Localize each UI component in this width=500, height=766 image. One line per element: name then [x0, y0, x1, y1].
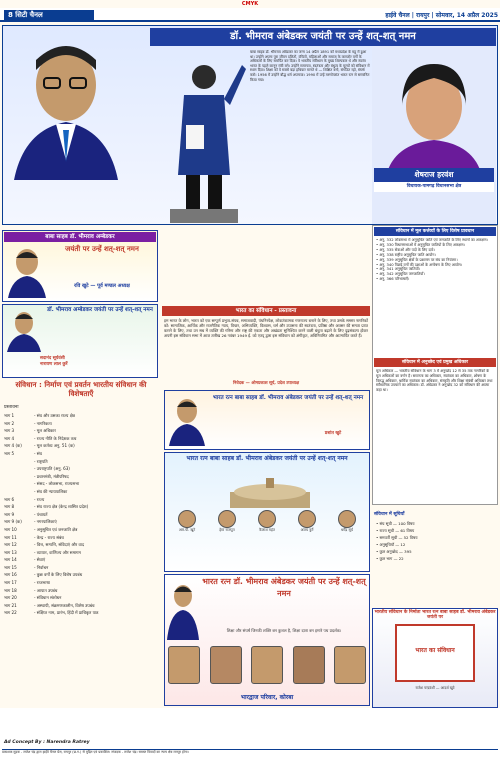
feature-part: भाग 10	[4, 526, 17, 532]
feature-text: - कुछ वर्गों के लिए विशेष उपबंध	[34, 572, 83, 578]
tribute-ad-5-sub: शिक्षा और संघर्ष जिनकी शक्ति बन कुशल है, शिक्षा दाता बन हमारे पथ प्रदर्शक।	[226, 628, 342, 633]
candidate-name: आर.पी. खुटे	[178, 528, 196, 532]
feature-part: भाग 5	[4, 450, 15, 456]
tribute-ad-3-name: प्रशांत खुटे	[324, 431, 342, 436]
achievement-item: • अनु. 339 अनुसूचित क्षेत्रों के प्रशासन पर संघ का नियंत्रण।	[376, 257, 458, 262]
candidate-card	[288, 510, 326, 538]
ambedkar-statue	[160, 55, 248, 225]
feature-text: - उपराष्ट्रपति (अनु. 63)	[34, 466, 70, 472]
achievements-title: संविधान में मूल कर्त्तव्यों के लिए विशेष प्रावधान	[374, 227, 496, 236]
feature-row	[4, 442, 162, 450]
feature-text: - संघ की न्यायपालिका	[34, 488, 68, 494]
feature-row	[4, 609, 162, 617]
feature-part: भाग 13	[4, 549, 17, 555]
feature-row	[4, 602, 162, 610]
candidate-card	[328, 510, 366, 538]
member-photo	[293, 646, 325, 684]
feature-text: - मूल कर्तव्य अनु. 51 (क)	[34, 443, 75, 449]
feature-part: भाग 2	[4, 420, 15, 426]
candidate-name: कैलाश महंत	[259, 528, 275, 532]
features-subtitle: प्रस्तावना	[4, 405, 19, 410]
features-list	[4, 412, 162, 708]
ambedkar-portrait	[4, 30, 124, 180]
tribute-ad-1-sub: जयंती पर उन्हें शत्-शत् नमन	[65, 245, 139, 253]
feature-text: - राजभाषा	[34, 580, 50, 586]
tribute-ad-2-name-1: सदानंद सूर्यवंशी	[40, 356, 65, 361]
feature-row	[4, 587, 162, 595]
feature-part: भाग 16	[4, 572, 17, 578]
feature-text: - मूल अधिकार	[34, 428, 56, 434]
feature-row	[4, 579, 162, 587]
feature-part: भाग 18	[4, 587, 17, 593]
print-line: प्रकाशक मुद्रक - राजेश चंद्र द्वारा हाईवे चैनल प्रेस, रायपुर (छ.ग.) से मुद्रित एवं प्रकाशित। संपादक - राजेश चंद्र। समस्त विवादों का न्याय क्षेत्र रायपुर होगा।	[2, 749, 498, 759]
feature-row	[4, 458, 162, 466]
tribute-ad-1-name: रवि खुटे — पूर्व मण्डल अध्यक्ष	[74, 283, 130, 289]
feature-part	[4, 488, 34, 496]
candidate-card	[248, 510, 286, 538]
achievement-item: • अनु. 366 परिभाषाएँ।	[376, 277, 410, 282]
masthead-right: हाईवे चैनल | रायपुर | सोमवार, 14 अप्रैल 2025	[385, 12, 498, 19]
feature-part: भाग 4	[4, 435, 15, 441]
achievement-item: • अनु. 340 पिछड़े वर्गों की दशाओं के अन्वेषण के लिए आयोग।	[376, 262, 463, 267]
feature-part	[4, 480, 34, 488]
tribute-ad-4-title: भारत रत्न बाबा साहब डॉ. भीमराव अंबेडकर जयंती पर उन्हें शत्-शत् नमन	[186, 455, 348, 462]
constitution-book	[395, 624, 475, 682]
list-item: • संघ सूची — 100 विषय	[376, 521, 415, 526]
feature-text: - पंचायतें	[34, 511, 48, 517]
member-photo	[251, 646, 283, 684]
member-photo	[334, 646, 366, 684]
rights-title: संविधान में अनुच्छेद एवं प्रमुख अधिकार	[374, 358, 496, 367]
candidate-photo	[178, 510, 196, 528]
preamble-footer: निवेदक — ओमप्रकाश सूर्य, प्रदेश उपाध्यक्ष	[232, 380, 300, 385]
feature-part: भाग 20	[4, 595, 17, 601]
member-photo	[210, 646, 242, 684]
feature-row	[4, 496, 162, 504]
hero-body: बाबा साहब डॉ. भीमराव अंबेडकर का जन्म 14 अप्रैल 1891 को मध्यप्रदेश के महू में हुआ था। उन्होंने अपना पूरा जीवन दलितों, वंचितों, महिलाओं और समाज के कमजोर वर्गों के अधिकारों के लिए समर्पित कर दिया। वे भारतीय संविधान के मुख्य शिल्पकार थे और स्वतंत्र भारत के पहले कानून मंत्री बने। उन्होंने समानता, स्वतंत्रता और बंधुत्व के मूल्यों को संविधान में स्थान दिया। शिक्षा को वे सबसे बड़ा हथियार मानते थे — शिक्षित बनो, संगठित रहो, संघर्ष करो। 1956 में उन्होंने बौद्ध धर्म अपनाया। 1990 में उन्हें मरणोपरांत भारत रत्न से सम्मानित किया गया।	[250, 50, 370, 82]
feature-text: - संघ राज्य क्षेत्र (केन्द्र शासित प्रदेश)	[34, 504, 89, 510]
feature-text: - अस्थायी, संक्रमणकालीन, विशेष उपबंध	[34, 602, 95, 608]
candidate-photo	[258, 510, 276, 528]
lists-items	[376, 520, 494, 604]
feature-text: - राज्य	[34, 496, 45, 502]
achievement-item: • अनु. 338 राष्ट्रीय अनुसूचित जाति आयोग।	[376, 252, 436, 257]
feature-row	[4, 556, 162, 564]
feature-row	[4, 571, 162, 579]
lists-title: संविधान में सूचियाँ	[374, 512, 405, 517]
feature-row	[4, 503, 162, 511]
feature-part: भाग 22	[4, 610, 17, 616]
rights-body: मूल अधिकार — भारतीय संविधान के भाग 3 में अनुच्छेद 12 से 35 तक नागरिकों के मूल अधिकारों का वर्णन है। समानता का अधिकार, स्वतंत्रता का अधिकार, शोषण के विरुद्ध अधिकार, धार्मिक स्वतंत्रता का अधिकार, संस्कृति और शिक्षा संबंधी अधिकार तथा संवैधानिक उपचारों का अधिकार। डॉ. अंबेडकर ने अनुच्छेद 32 को संविधान की आत्मा कहा था।	[376, 369, 493, 393]
candidate-photo	[218, 510, 236, 528]
ambedkar-portrait-small-3	[168, 394, 206, 446]
candidates-grid	[168, 510, 366, 570]
city: रायपुर	[416, 12, 430, 19]
tribute-ad-5-title: भारत रत्न डॉ. भीमराव अंबेडकर जयंती पर उन्हें शत्-शत् नमन	[202, 577, 366, 598]
candidate-card	[168, 510, 206, 538]
preamble-body: हम भारत के लोग, भारत को एक सम्पूर्ण प्रभुत्व-संपन्न, समाजवादी, पंथनिरपेक्ष, लोकतंत्रात्मक गणराज्य बनाने के लिए, तथा उसके समस्त नागरिकों को: सामाजिक, आर्थिक और राजनैतिक न्याय, विचार, अभिव्यक्ति, विश्वास, धर्म और उपासना की स्वतंत्रता, प्रतिष्ठा और अवसर की समता प्राप्त कराने के लिए, तथा उन सब में व्यक्ति की गरिमा और राष्ट्र की एकता और अखंडता सुनिश्चित करने वाली बंधुता बढ़ाने के लिए दृढ़संकल्प होकर अपनी इस संविधान सभा में आज तारीख 26 नवंबर 1949 ई. को एतद् द्वारा इस संविधान को अंगीकृत, अधिनियमित और आत्मार्पित करते हैं।	[164, 318, 368, 338]
feature-row	[4, 526, 162, 534]
feature-part: भाग 21	[4, 602, 17, 608]
tribute-ad-2-name-2: नारायण लाल कुर्रे	[40, 362, 68, 367]
feature-part: भाग 1	[4, 413, 15, 418]
feature-text: - निर्वाचन	[34, 564, 49, 570]
feature-row	[4, 427, 162, 435]
feature-text: - संघ और उसका राज्य क्षेत्र	[34, 413, 75, 418]
tribute-ad-5-footer: भारद्वाज परिवार, कोरबा	[240, 694, 294, 701]
ambedkar-portrait-small-2	[6, 308, 42, 352]
date: सोमवार, 14 अप्रैल 2025	[435, 12, 498, 19]
feature-text: - आपात उपबंध	[34, 587, 58, 593]
candidate-name: धर्मेंद्र सूर्य	[341, 528, 353, 532]
tribute-ad-3-title: भारत रत्न बाबा साहब डॉ. भीमराव अंबेडकर जयंती पर उन्हें शत्-शत् नमन	[212, 395, 364, 401]
features-title: संविधान : निर्माण एवं प्रवर्तन भारतीय संविधान की विशेषताएँ	[15, 380, 147, 398]
cmyk-mark: CMYK	[241, 1, 259, 7]
feature-part	[4, 458, 34, 466]
feature-text: - व्यापार, वाणिज्य और समागम	[34, 549, 81, 555]
feature-row	[4, 412, 162, 420]
feature-text: - राष्ट्रपति	[34, 458, 48, 464]
hero-title: डॉ. भीमराव अंबेडकर जयंती पर उन्हें शत्-शत् नमन	[150, 28, 496, 46]
ambedkar-portrait-small-4	[166, 578, 200, 640]
achievement-item: • अनु. 335 सेवाओं और पदों के लिए दावे।	[376, 247, 435, 252]
feature-part: भाग 11	[4, 534, 17, 540]
feature-part: भाग 3	[4, 428, 15, 434]
feature-row	[4, 549, 162, 557]
feature-text: - अनुसूचित एवं जनजाति क्षेत्र	[34, 526, 78, 532]
tribute-ad-2-title: डॉ. भीमराव अम्बेडकर जयंती पर उन्हें शत्-शत् नमन	[47, 307, 153, 313]
achievement-item: • अनु. 341 अनुसूचित जातियाँ।	[376, 267, 420, 272]
feature-text: - संक्षिप्त नाम, प्रारंभ, हिंदी में प्राधिकृत पाठ	[34, 610, 99, 616]
tribute-ad-1-title: बाबा साहब डॉ. भीमराव अम्बेडकर	[4, 232, 156, 242]
paper-name: हाईवे चैनल	[385, 12, 410, 19]
candidate-photo	[298, 510, 316, 528]
tribute-ad-6-footer: राजेश चन्द्रवंशी — आदर्श खुटे	[415, 686, 455, 690]
candidate-name: हेमा राजपूत	[219, 528, 235, 532]
list-item: • राज्य सूची — 61 विषय	[376, 528, 415, 533]
feature-text: - संघ	[34, 450, 42, 456]
feature-text: - केन्द्र - राज्य संबंध	[34, 534, 64, 540]
feature-part: भाग 12	[4, 542, 17, 548]
feature-part: भाग 15	[4, 564, 17, 570]
parliament-building-image	[230, 476, 310, 508]
preamble-title: भारत का संविधान - प्रस्तावना	[162, 306, 370, 316]
family-members-row	[168, 646, 366, 690]
achievement-item: • अनु. 330 विधानसभाओं में अनुसूचित जातियों के लिए आरक्षण।	[376, 242, 465, 247]
feature-part: भाग 4 (क)	[4, 443, 22, 449]
feature-text: - प्रधानमंत्री, मंत्रीपरिषद	[34, 473, 69, 479]
feature-text: - वित्त, सम्पत्ति, संविदाएं और वाद	[34, 542, 85, 548]
member-photo	[168, 646, 200, 684]
feature-part: भाग 9	[4, 511, 15, 517]
feature-text: - सेवाएं	[34, 557, 46, 563]
feature-row	[4, 594, 162, 602]
feature-row	[4, 518, 162, 526]
tribute-ad-6-title: भारतीय संविधान के निर्माता भारत रत्न बाबा साहब डॉ. भीमराव अंबेडकर जयंती पर	[374, 610, 496, 620]
candidate-card	[208, 510, 246, 538]
feature-part: भाग 8	[4, 504, 15, 510]
feature-part: भाग 17	[4, 580, 17, 586]
feature-text: - राज्य नीति के निदेशक तत्व	[34, 435, 77, 441]
list-item: • कुल भाग — 22	[376, 556, 404, 561]
feature-row	[4, 435, 162, 443]
feature-text: - संविधान संशोधन	[34, 595, 62, 601]
feature-row	[4, 564, 162, 572]
list-item: • समवर्ती सूची — 52 विषय	[376, 535, 418, 540]
feature-part: भाग 6	[4, 496, 15, 502]
feature-row	[4, 473, 162, 481]
achievements-list	[376, 238, 494, 356]
guest-role: विधायक-पामगढ़ विधानसभा क्षेत्र	[374, 182, 494, 192]
achievement-item: • अनु. 342 अनुसूचित जनजातियाँ।	[376, 272, 425, 277]
feature-part: भाग 9 (क)	[4, 519, 22, 525]
feature-text: - नागरिकता	[34, 420, 52, 426]
list-item: • कुल अनुच्छेद — 395	[376, 549, 412, 554]
feature-part	[4, 473, 34, 481]
list-item: • अनुसूचियाँ — 12	[376, 542, 406, 547]
page-label: 8 सिटी चैनल	[4, 10, 94, 21]
ad-concept-credit: Ad Concept By : Narendra Ratrey	[4, 740, 90, 745]
feature-text: - नगरपालिकाएं	[34, 519, 57, 525]
feature-row	[4, 465, 162, 473]
book-title: भारत का संविधान	[415, 647, 455, 654]
ambedkar-portrait-small	[6, 244, 48, 298]
feature-row	[4, 450, 162, 458]
candidate-photo	[338, 510, 356, 528]
feature-row	[4, 511, 162, 519]
tribute-ad-2-names	[40, 356, 156, 376]
guest-portrait	[372, 46, 496, 224]
feature-row	[4, 480, 162, 488]
feature-row	[4, 534, 162, 542]
feature-part: भाग 14	[4, 557, 17, 563]
candidate-name: अजय कुर्रे	[300, 528, 314, 532]
feature-row	[4, 420, 162, 428]
feature-row	[4, 488, 162, 496]
feature-row	[4, 541, 162, 549]
feature-part	[4, 465, 34, 473]
feature-text: - संसद - लोकसभा, राज्यसभा	[34, 481, 80, 487]
achievement-item: • अनु. 332 लोकसभा में अनुसूचित जाति एवं जनजाति के लिए स्थानों का आरक्षण।	[376, 238, 488, 242]
guest-name: शेषराज हरवंश	[374, 168, 494, 182]
